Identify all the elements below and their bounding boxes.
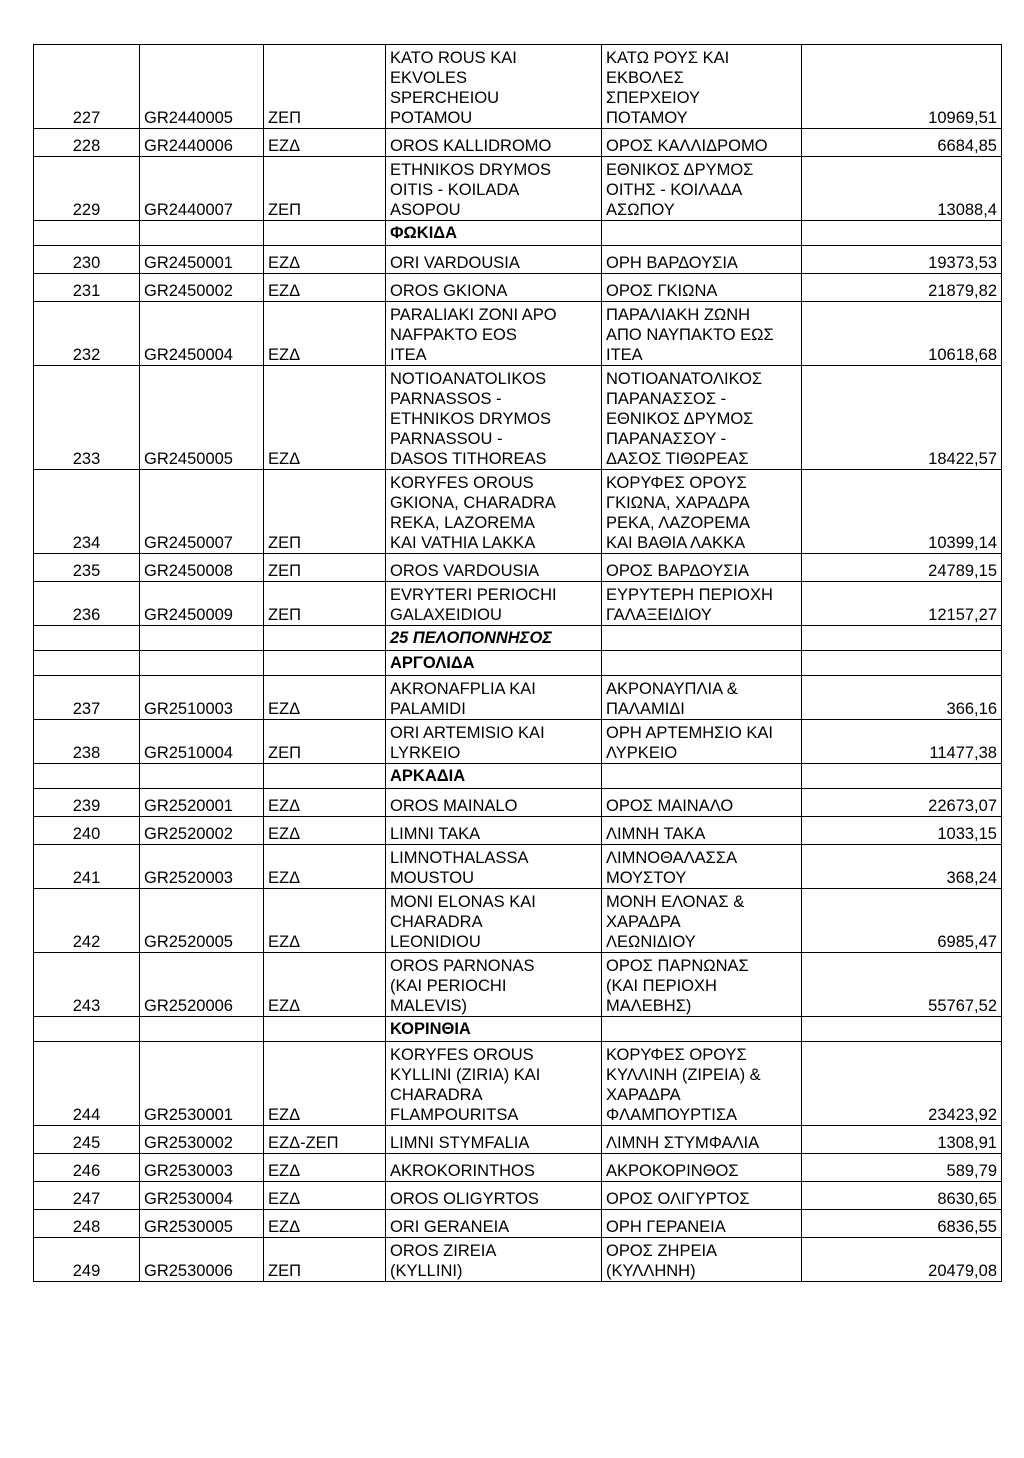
site-area: 21879,82 [802,274,1002,302]
empty-cell [602,626,802,651]
site-code: GR2440005 [140,45,264,129]
site-area: 10618,68 [802,302,1002,366]
site-category: ΖΕΠ [264,45,386,129]
site-name-greek: ΚΟΡΥΦΕΣ ΟΡΟΥΣ ΚΥΛΛΙΝΗ (ΖΙΡΕΙΑ) & ΧΑΡΑΔΡΑ ΦΛΑΜΠΟΥΡΤΙΣΑ [602,1042,802,1126]
site-name-latin: KORYFES OROUS GKIONA, CHARADRA REKA, LAZOREMA KAI VATHIA LAKKA [386,470,602,554]
site-category: ΕΖΔ [264,246,386,274]
table-row [34,45,1002,129]
table-row [34,1154,1002,1182]
site-code: GR2450002 [140,274,264,302]
site-code: GR2520001 [140,789,264,817]
site-name-latin: OROS KALLIDROMO [386,129,602,157]
site-number: 233 [34,366,140,470]
table-row [34,720,1002,764]
site-number: 241 [34,845,140,889]
empty-cell [140,764,264,789]
table-row [34,129,1002,157]
site-name-latin: PARALIAKI ZONI APO NAFPAKTO EOS ITEA [386,302,602,366]
site-category: ΕΖΔ [264,129,386,157]
site-name-greek: ΟΡΟΣ ΒΑΡΔΟΥΣΙΑ [602,554,802,582]
site-name-greek: ΛΙΜΝΗ ΣΤΥΜΦΑΛΙΑ [602,1126,802,1154]
empty-cell [264,651,386,676]
empty-cell [34,651,140,676]
site-area: 18422,57 [802,366,1002,470]
site-name-greek: ΜΟΝΗ ΕΛΟΝΑΣ & ΧΑΡΑΔΡΑ ΛΕΩΝΙΔΙΟΥ [602,889,802,953]
empty-cell [264,1017,386,1042]
site-name-greek: ΟΡΟΣ ΚΑΛΛΙΔΡΟΜΟ [602,129,802,157]
site-name-latin: OROS ZIREIA (KYLLINI) [386,1238,602,1282]
site-name-latin: LIMNOTHALASSA MOUSTOU [386,845,602,889]
empty-cell [602,221,802,246]
empty-cell [34,221,140,246]
empty-cell [802,1017,1002,1042]
prefecture-heading: ΚΟΡΙΝΘΙΑ [386,1017,602,1042]
site-number: 228 [34,129,140,157]
prefecture-row [34,221,1002,246]
site-number: 243 [34,953,140,1017]
site-name-latin: LIMNI TAKA [386,817,602,845]
empty-cell [802,221,1002,246]
site-code: GR2530002 [140,1126,264,1154]
site-name-latin: ETHNIKOS DRYMOS OITIS - KOILADA ASOPOU [386,157,602,221]
prefecture-row [34,1017,1002,1042]
table-row [34,676,1002,720]
site-area: 19373,53 [802,246,1002,274]
site-number: 242 [34,889,140,953]
site-category: ΕΖΔ [264,1210,386,1238]
prefecture-heading: ΦΩΚΙΔΑ [386,221,602,246]
site-name-greek: ΟΡΗ ΓΕΡΑΝΕΙΑ [602,1210,802,1238]
site-category: ΕΖΔ [264,1154,386,1182]
table-body [34,45,1002,1282]
site-name-greek: ΟΡΟΣ ΟΛΙΓΥΡΤΟΣ [602,1182,802,1210]
site-number: 245 [34,1126,140,1154]
site-area: 24789,15 [802,554,1002,582]
site-code: GR2530004 [140,1182,264,1210]
site-code: GR2520002 [140,817,264,845]
prefecture-heading: ΑΡΓΟΛΙΔΑ [386,651,602,676]
table-row [34,582,1002,626]
table-row [34,1182,1002,1210]
site-name-greek: ΠΑΡΑΛΙΑΚΗ ΖΩΝΗ ΑΠΟ ΝΑΥΠΑΚΤΟ ΕΩΣ ΙΤΕΑ [602,302,802,366]
site-name-latin: ORI VARDOUSIA [386,246,602,274]
site-name-latin: MONI ELONAS KAI CHARADRA LEONIDIOU [386,889,602,953]
empty-cell [264,221,386,246]
site-area: 22673,07 [802,789,1002,817]
site-number: 248 [34,1210,140,1238]
site-name-greek: ΚΑΤΩ ΡΟΥΣ ΚΑΙ ΕΚΒΟΛΕΣ ΣΠΕΡΧΕΙΟΥ ΠΟΤΑΜΟΥ [602,45,802,129]
site-name-latin: KATO ROUS KAI EKVOLES SPERCHEIOU POTAMOU [386,45,602,129]
empty-cell [602,651,802,676]
site-area: 368,24 [802,845,1002,889]
site-number: 249 [34,1238,140,1282]
site-name-latin: OROS MAINALO [386,789,602,817]
site-area: 6836,55 [802,1210,1002,1238]
site-category: ΕΖΔ [264,1182,386,1210]
site-category: ΕΖΔ [264,789,386,817]
empty-cell [802,626,1002,651]
site-name-greek: ΝΟΤΙΟΑΝΑΤΟΛΙΚΟΣ ΠΑΡΑΝΑΣΣΟΣ - ΕΘΝΙΚΟΣ ΔΡΥΜΟΣ ΠΑΡΑΝΑΣΣΟΥ - ΔΑΣΟΣ ΤΙΘΩΡΕΑΣ [602,366,802,470]
table-row [34,789,1002,817]
site-number: 237 [34,676,140,720]
site-category: ΖΕΠ [264,157,386,221]
empty-cell [802,651,1002,676]
site-number: 234 [34,470,140,554]
site-name-greek: ΛΙΜΝΗ ΤΑΚΑ [602,817,802,845]
table-row [34,554,1002,582]
table-row [34,1238,1002,1282]
site-code: GR2520005 [140,889,264,953]
empty-cell [264,764,386,789]
site-name-latin: ORI ARTEMISIO KAI LYRKEIO [386,720,602,764]
region-heading: 25 ΠΕΛΟΠΟΝΝΗΣΟΣ [386,626,602,651]
site-category: ΕΖΔ [264,366,386,470]
site-number: 240 [34,817,140,845]
site-area: 10969,51 [802,45,1002,129]
table-row [34,889,1002,953]
empty-cell [34,626,140,651]
site-category: ΕΖΔ [264,817,386,845]
site-code: GR2450008 [140,554,264,582]
empty-cell [602,764,802,789]
site-name-greek: ΟΡΟΣ ΓΚΙΩΝΑ [602,274,802,302]
site-name-greek: ΛΙΜΝΟΘΑΛΑΣΣΑ ΜΟΥΣΤΟΥ [602,845,802,889]
site-name-latin: AKRONAFPLIA KAI PALAMIDI [386,676,602,720]
site-area: 55767,52 [802,953,1002,1017]
site-category: ΕΖΔ [264,1042,386,1126]
site-area: 6684,85 [802,129,1002,157]
site-name-greek: ΟΡΟΣ ΠΑΡΝΩΝΑΣ (ΚΑΙ ΠΕΡΙΟΧΗ ΜΑΛΕΒΗΣ) [602,953,802,1017]
empty-cell [264,626,386,651]
site-category: ΕΖΔ [264,845,386,889]
site-area: 8630,65 [802,1182,1002,1210]
site-category: ΖΕΠ [264,582,386,626]
site-code: GR2450005 [140,366,264,470]
site-name-latin: LIMNI STYMFALIA [386,1126,602,1154]
site-number: 239 [34,789,140,817]
prefecture-row [34,764,1002,789]
site-code: GR2440007 [140,157,264,221]
prefecture-row [34,651,1002,676]
site-name-latin: KORYFES OROUS KYLLINI (ZIRIA) KAI CHARADRA FLAMPOURITSA [386,1042,602,1126]
site-area: 589,79 [802,1154,1002,1182]
site-number: 235 [34,554,140,582]
site-code: GR2520006 [140,953,264,1017]
site-name-latin: OROS OLIGYRTOS [386,1182,602,1210]
site-area: 1308,91 [802,1126,1002,1154]
site-area: 11477,38 [802,720,1002,764]
site-number: 238 [34,720,140,764]
table-row [34,274,1002,302]
site-category: ΖΕΠ [264,720,386,764]
site-code: GR2440006 [140,129,264,157]
site-category: ΕΖΔ [264,274,386,302]
site-code: GR2450001 [140,246,264,274]
site-area: 10399,14 [802,470,1002,554]
site-name-latin: OROS VARDOUSIA [386,554,602,582]
table-row [34,817,1002,845]
site-code: GR2520003 [140,845,264,889]
site-number: 231 [34,274,140,302]
prefecture-heading: ΑΡΚΑΔΙΑ [386,764,602,789]
empty-cell [140,626,264,651]
site-number: 246 [34,1154,140,1182]
site-name-greek: ΕΥΡΥΤΕΡΗ ΠΕΡΙΟΧΗ ΓΑΛΑΞΕΙΔΙΟΥ [602,582,802,626]
site-area: 6985,47 [802,889,1002,953]
empty-cell [34,764,140,789]
site-category: ΕΖΔ [264,953,386,1017]
table-row [34,157,1002,221]
site-area: 20479,08 [802,1238,1002,1282]
site-category: ΕΖΔ-ΖΕΠ [264,1126,386,1154]
site-area: 1033,15 [802,817,1002,845]
empty-cell [140,651,264,676]
site-number: 230 [34,246,140,274]
table-row [34,470,1002,554]
empty-cell [34,1017,140,1042]
site-name-latin: OROS GKIONA [386,274,602,302]
region-row [34,626,1002,651]
site-name-greek: ΟΡΗ ΑΡΤΕΜΗΣΙΟ ΚΑΙ ΛΥΡΚΕΙΟ [602,720,802,764]
natura-sites-table [33,44,1002,1282]
site-name-greek: ΑΚΡΟΚΟΡΙΝΘΟΣ [602,1154,802,1182]
site-code: GR2530006 [140,1238,264,1282]
site-name-latin: OROS PARNONAS (KAI PERIOCHI MALEVIS) [386,953,602,1017]
table-row [34,246,1002,274]
site-code: GR2450004 [140,302,264,366]
site-category: ΕΖΔ [264,676,386,720]
site-number: 236 [34,582,140,626]
empty-cell [602,1017,802,1042]
site-number: 244 [34,1042,140,1126]
site-name-latin: ORI GERANEIA [386,1210,602,1238]
site-code: GR2450007 [140,470,264,554]
site-name-greek: ΚΟΡΥΦΕΣ ΟΡΟΥΣ ΓΚΙΩΝΑ, ΧΑΡΑΔΡΑ ΡΕΚΑ, ΛΑΖΟΡΕΜΑ ΚΑΙ ΒΑΘΙΑ ΛΑΚΚΑ [602,470,802,554]
site-name-greek: ΑΚΡΟΝΑΥΠΛΙΑ & ΠΑΛΑΜΙΔΙ [602,676,802,720]
table-row [34,302,1002,366]
table-row [34,845,1002,889]
site-code: GR2450009 [140,582,264,626]
empty-cell [802,764,1002,789]
site-code: GR2530003 [140,1154,264,1182]
site-code: GR2510004 [140,720,264,764]
site-name-latin: NOTIOANATOLIKOS PARNASSOS - ETHNIKOS DRYMOS PARNASSOU - DASOS TITHOREAS [386,366,602,470]
site-category: ΖΕΠ [264,470,386,554]
site-name-greek: ΕΘΝΙΚΟΣ ΔΡΥΜΟΣ ΟΙΤΗΣ - ΚΟΙΛΑΔΑ ΑΣΩΠΟΥ [602,157,802,221]
site-area: 13088,4 [802,157,1002,221]
site-category: ΖΕΠ [264,554,386,582]
site-area: 23423,92 [802,1042,1002,1126]
table-row [34,366,1002,470]
empty-cell [140,221,264,246]
site-name-latin: EVRYTERI PERIOCHI GALAXEIDIOU [386,582,602,626]
site-number: 232 [34,302,140,366]
table-row [34,1042,1002,1126]
site-area: 12157,27 [802,582,1002,626]
site-number: 229 [34,157,140,221]
site-code: GR2530005 [140,1210,264,1238]
site-code: GR2510003 [140,676,264,720]
site-category: ΕΖΔ [264,889,386,953]
site-name-greek: ΟΡΟΣ ΜΑΙΝΑΛΟ [602,789,802,817]
site-category: ΕΖΔ [264,302,386,366]
table-row [34,953,1002,1017]
table-row [34,1126,1002,1154]
site-code: GR2530001 [140,1042,264,1126]
site-area: 366,16 [802,676,1002,720]
site-name-greek: ΟΡΟΣ ΖΗΡΕΙΑ (ΚΥΛΛΗΝΗ) [602,1238,802,1282]
site-name-latin: AKROKORINTHOS [386,1154,602,1182]
site-name-greek: ΟΡΗ ΒΑΡΔΟΥΣΙΑ [602,246,802,274]
table-row [34,1210,1002,1238]
site-category: ΖΕΠ [264,1238,386,1282]
site-number: 247 [34,1182,140,1210]
site-number: 227 [34,45,140,129]
empty-cell [140,1017,264,1042]
